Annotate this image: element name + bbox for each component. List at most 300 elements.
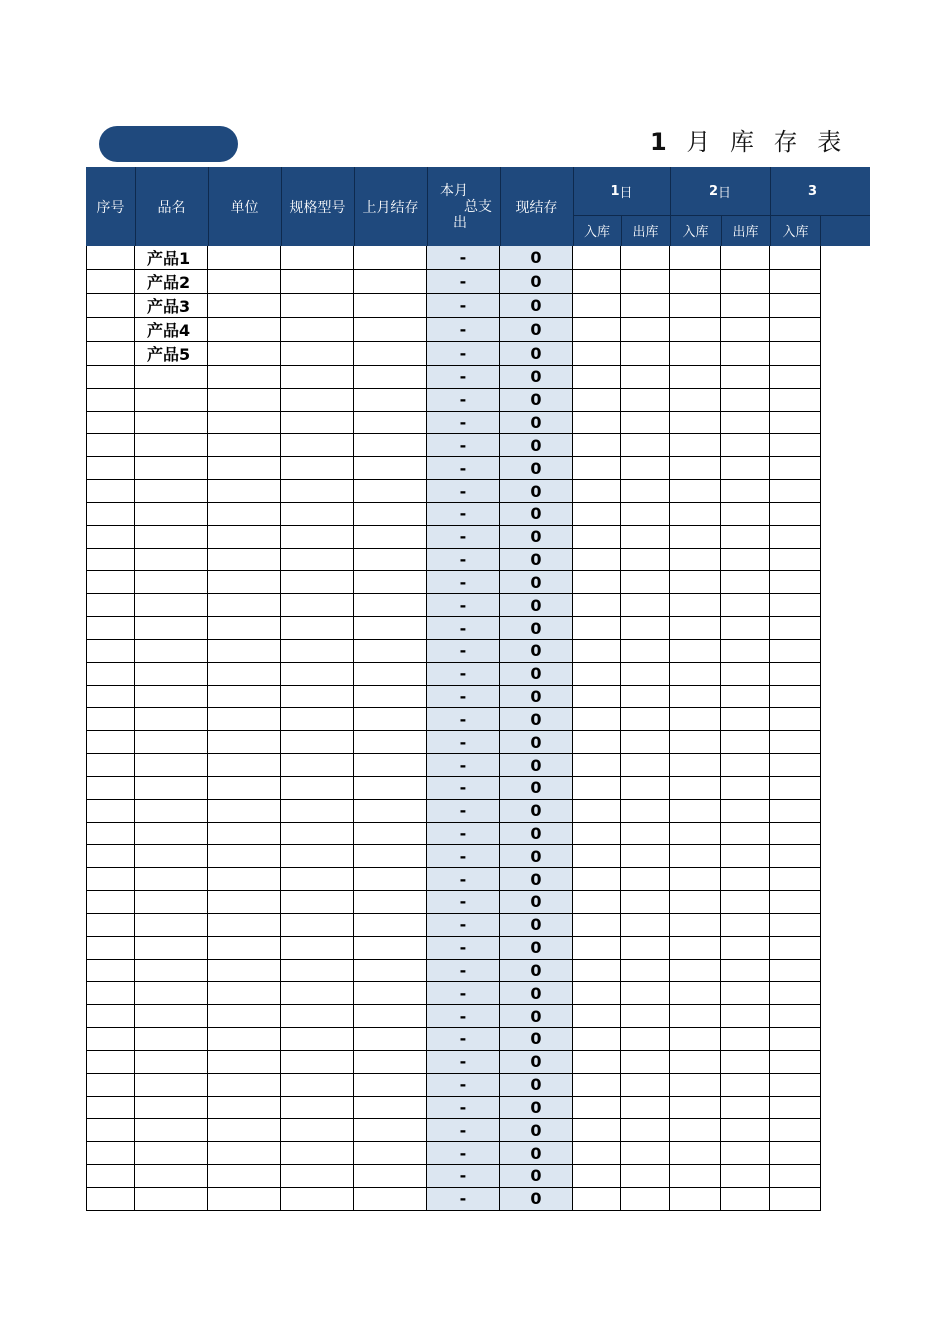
cell-seq[interactable] (86, 914, 135, 937)
cell-out[interactable]: - (427, 914, 500, 937)
cell-name[interactable] (135, 708, 208, 731)
cell-out[interactable]: - (427, 1097, 500, 1120)
cell-d3in[interactable] (770, 1165, 821, 1188)
cell-last[interactable] (354, 1051, 427, 1074)
cell-name[interactable]: 产品5 (135, 342, 208, 366)
cell-spec[interactable] (281, 549, 354, 572)
cell-seq[interactable] (86, 777, 135, 800)
cell-last[interactable] (354, 1097, 427, 1120)
cell-d1in[interactable] (573, 1005, 621, 1028)
cell-cur[interactable]: 0 (500, 549, 573, 572)
cell-name[interactable] (135, 389, 208, 412)
cell-d2in[interactable] (670, 891, 721, 914)
cell-d2out[interactable] (721, 246, 770, 270)
cell-unit[interactable] (208, 708, 281, 731)
cell-d1out[interactable] (621, 1119, 670, 1142)
cell-d2in[interactable] (670, 1142, 721, 1165)
cell-d3in[interactable] (770, 594, 821, 617)
cell-spec[interactable] (281, 914, 354, 937)
cell-name[interactable] (135, 503, 208, 526)
cell-d2in[interactable] (670, 686, 721, 709)
cell-seq[interactable] (86, 982, 135, 1005)
cell-unit[interactable] (208, 457, 281, 480)
cell-seq[interactable] (86, 270, 135, 294)
cell-cur[interactable]: 0 (500, 526, 573, 549)
cell-d1in[interactable] (573, 891, 621, 914)
cell-out[interactable]: - (427, 571, 500, 594)
cell-name[interactable] (135, 1119, 208, 1142)
cell-spec[interactable] (281, 754, 354, 777)
cell-d1in[interactable] (573, 366, 621, 389)
cell-last[interactable] (354, 937, 427, 960)
cell-spec[interactable] (281, 366, 354, 389)
cell-out[interactable]: - (427, 891, 500, 914)
cell-d3in[interactable] (770, 982, 821, 1005)
cell-last[interactable] (354, 640, 427, 663)
cell-d2out[interactable] (721, 777, 770, 800)
cell-d1in[interactable] (573, 754, 621, 777)
cell-out[interactable]: - (427, 1119, 500, 1142)
cell-out[interactable]: - (427, 754, 500, 777)
cell-d1in[interactable] (573, 800, 621, 823)
cell-d2in[interactable] (670, 318, 721, 342)
cell-name[interactable] (135, 1005, 208, 1028)
cell-d2out[interactable] (721, 1074, 770, 1097)
cell-d1in[interactable] (573, 342, 621, 366)
cell-spec[interactable] (281, 777, 354, 800)
cell-d1out[interactable] (621, 1097, 670, 1120)
cell-seq[interactable] (86, 366, 135, 389)
cell-d2in[interactable] (670, 342, 721, 366)
cell-d3in[interactable] (770, 960, 821, 983)
cell-unit[interactable] (208, 526, 281, 549)
cell-unit[interactable] (208, 1188, 281, 1211)
cell-name[interactable] (135, 1165, 208, 1188)
cell-out[interactable]: - (427, 708, 500, 731)
cell-name[interactable]: 产品4 (135, 318, 208, 342)
cell-spec[interactable] (281, 845, 354, 868)
cell-spec[interactable] (281, 412, 354, 435)
cell-seq[interactable] (86, 389, 135, 412)
cell-cur[interactable]: 0 (500, 1165, 573, 1188)
cell-d2in[interactable] (670, 1119, 721, 1142)
cell-d1in[interactable] (573, 686, 621, 709)
cell-d3in[interactable] (770, 503, 821, 526)
cell-spec[interactable] (281, 434, 354, 457)
cell-cur[interactable]: 0 (500, 1119, 573, 1142)
cell-unit[interactable] (208, 318, 281, 342)
cell-d3in[interactable] (770, 366, 821, 389)
cell-seq[interactable] (86, 708, 135, 731)
cell-d2in[interactable] (670, 800, 721, 823)
cell-d2out[interactable] (721, 663, 770, 686)
cell-out[interactable]: - (427, 549, 500, 572)
cell-d2out[interactable] (721, 1188, 770, 1211)
cell-d2in[interactable] (670, 294, 721, 318)
cell-d3in[interactable] (770, 891, 821, 914)
cell-name[interactable] (135, 1074, 208, 1097)
cell-d3in[interactable] (770, 800, 821, 823)
cell-name[interactable] (135, 845, 208, 868)
cell-d2in[interactable] (670, 1074, 721, 1097)
cell-out[interactable]: - (427, 1188, 500, 1211)
cell-out[interactable]: - (427, 1165, 500, 1188)
cell-d2out[interactable] (721, 342, 770, 366)
cell-last[interactable] (354, 246, 427, 270)
cell-out[interactable]: - (427, 412, 500, 435)
cell-seq[interactable] (86, 1028, 135, 1051)
cell-cur[interactable]: 0 (500, 845, 573, 868)
cell-d1out[interactable] (621, 754, 670, 777)
cell-d2in[interactable] (670, 434, 721, 457)
cell-d2in[interactable] (670, 1051, 721, 1074)
cell-cur[interactable]: 0 (500, 1188, 573, 1211)
cell-seq[interactable] (86, 549, 135, 572)
cell-name[interactable] (135, 434, 208, 457)
cell-unit[interactable] (208, 549, 281, 572)
cell-last[interactable] (354, 342, 427, 366)
cell-d1out[interactable] (621, 457, 670, 480)
cell-d2out[interactable] (721, 1165, 770, 1188)
cell-spec[interactable] (281, 571, 354, 594)
cell-d2out[interactable] (721, 318, 770, 342)
cell-d1out[interactable] (621, 617, 670, 640)
cell-unit[interactable] (208, 1119, 281, 1142)
cell-d1out[interactable] (621, 891, 670, 914)
cell-spec[interactable] (281, 868, 354, 891)
cell-out[interactable]: - (427, 434, 500, 457)
cell-d1in[interactable] (573, 982, 621, 1005)
cell-last[interactable] (354, 526, 427, 549)
cell-d1out[interactable] (621, 270, 670, 294)
cell-d2out[interactable] (721, 891, 770, 914)
cell-d1in[interactable] (573, 503, 621, 526)
cell-last[interactable] (354, 412, 427, 435)
cell-d1out[interactable] (621, 366, 670, 389)
cell-seq[interactable] (86, 960, 135, 983)
cell-d1out[interactable] (621, 389, 670, 412)
cell-name[interactable] (135, 663, 208, 686)
cell-seq[interactable] (86, 937, 135, 960)
cell-name[interactable] (135, 1142, 208, 1165)
cell-name[interactable] (135, 594, 208, 617)
cell-d1out[interactable] (621, 1074, 670, 1097)
cell-name[interactable]: 产品3 (135, 294, 208, 318)
cell-last[interactable] (354, 503, 427, 526)
cell-spec[interactable] (281, 1028, 354, 1051)
cell-d1out[interactable] (621, 503, 670, 526)
cell-seq[interactable] (86, 412, 135, 435)
cell-spec[interactable] (281, 1188, 354, 1211)
cell-name[interactable] (135, 914, 208, 937)
cell-out[interactable]: - (427, 617, 500, 640)
cell-d3in[interactable] (770, 1051, 821, 1074)
cell-spec[interactable] (281, 937, 354, 960)
cell-spec[interactable] (281, 480, 354, 503)
cell-seq[interactable] (86, 800, 135, 823)
cell-out[interactable]: - (427, 318, 500, 342)
cell-d2in[interactable] (670, 270, 721, 294)
cell-d3in[interactable] (770, 480, 821, 503)
cell-out[interactable]: - (427, 366, 500, 389)
cell-d2out[interactable] (721, 1142, 770, 1165)
cell-out[interactable]: - (427, 663, 500, 686)
cell-unit[interactable] (208, 294, 281, 318)
cell-d2in[interactable] (670, 868, 721, 891)
cell-cur[interactable]: 0 (500, 640, 573, 663)
cell-seq[interactable] (86, 503, 135, 526)
cell-last[interactable] (354, 366, 427, 389)
cell-d3in[interactable] (770, 868, 821, 891)
cell-unit[interactable] (208, 777, 281, 800)
cell-last[interactable] (354, 868, 427, 891)
cell-d2in[interactable] (670, 914, 721, 937)
cell-d1out[interactable] (621, 845, 670, 868)
cell-d3in[interactable] (770, 1188, 821, 1211)
cell-unit[interactable] (208, 731, 281, 754)
cell-name[interactable] (135, 686, 208, 709)
cell-last[interactable] (354, 686, 427, 709)
cell-last[interactable] (354, 1074, 427, 1097)
cell-out[interactable]: - (427, 1051, 500, 1074)
cell-unit[interactable] (208, 891, 281, 914)
cell-cur[interactable]: 0 (500, 1005, 573, 1028)
cell-d1in[interactable] (573, 1119, 621, 1142)
cell-spec[interactable] (281, 982, 354, 1005)
cell-last[interactable] (354, 480, 427, 503)
cell-d1out[interactable] (621, 342, 670, 366)
cell-spec[interactable] (281, 1074, 354, 1097)
cell-cur[interactable]: 0 (500, 1028, 573, 1051)
cell-cur[interactable]: 0 (500, 270, 573, 294)
cell-cur[interactable]: 0 (500, 663, 573, 686)
cell-unit[interactable] (208, 480, 281, 503)
cell-d2out[interactable] (721, 366, 770, 389)
cell-d2out[interactable] (721, 731, 770, 754)
cell-d1out[interactable] (621, 1028, 670, 1051)
cell-unit[interactable] (208, 1028, 281, 1051)
cell-d2in[interactable] (670, 594, 721, 617)
cell-name[interactable] (135, 549, 208, 572)
cell-d1in[interactable] (573, 571, 621, 594)
cell-d3in[interactable] (770, 526, 821, 549)
cell-d1out[interactable] (621, 1188, 670, 1211)
cell-d2in[interactable] (670, 1165, 721, 1188)
cell-d2out[interactable] (721, 1005, 770, 1028)
cell-out[interactable]: - (427, 800, 500, 823)
cell-seq[interactable] (86, 1051, 135, 1074)
cell-last[interactable] (354, 1005, 427, 1028)
cell-d3in[interactable] (770, 663, 821, 686)
cell-d3in[interactable] (770, 457, 821, 480)
cell-d3in[interactable] (770, 246, 821, 270)
cell-name[interactable]: 产品1 (135, 246, 208, 270)
cell-d1in[interactable] (573, 526, 621, 549)
cell-seq[interactable] (86, 1188, 135, 1211)
cell-d1in[interactable] (573, 617, 621, 640)
cell-spec[interactable] (281, 960, 354, 983)
cell-d2in[interactable] (670, 480, 721, 503)
cell-spec[interactable] (281, 503, 354, 526)
cell-seq[interactable] (86, 457, 135, 480)
cell-unit[interactable] (208, 663, 281, 686)
cell-seq[interactable] (86, 526, 135, 549)
cell-seq[interactable] (86, 1005, 135, 1028)
cell-d1out[interactable] (621, 571, 670, 594)
cell-name[interactable] (135, 982, 208, 1005)
cell-spec[interactable] (281, 1142, 354, 1165)
cell-name[interactable] (135, 960, 208, 983)
cell-out[interactable]: - (427, 845, 500, 868)
cell-d1in[interactable] (573, 480, 621, 503)
cell-d2in[interactable] (670, 731, 721, 754)
cell-cur[interactable]: 0 (500, 294, 573, 318)
cell-seq[interactable] (86, 617, 135, 640)
cell-d1out[interactable] (621, 708, 670, 731)
cell-cur[interactable]: 0 (500, 1051, 573, 1074)
cell-last[interactable] (354, 800, 427, 823)
cell-unit[interactable] (208, 1074, 281, 1097)
cell-seq[interactable] (86, 1097, 135, 1120)
cell-d1out[interactable] (621, 914, 670, 937)
cell-d1in[interactable] (573, 823, 621, 846)
cell-spec[interactable] (281, 1005, 354, 1028)
cell-d2in[interactable] (670, 708, 721, 731)
cell-cur[interactable]: 0 (500, 708, 573, 731)
cell-last[interactable] (354, 294, 427, 318)
cell-name[interactable] (135, 412, 208, 435)
cell-out[interactable]: - (427, 960, 500, 983)
cell-d2out[interactable] (721, 800, 770, 823)
cell-d1out[interactable] (621, 480, 670, 503)
cell-seq[interactable] (86, 868, 135, 891)
cell-d1in[interactable] (573, 914, 621, 937)
cell-cur[interactable]: 0 (500, 686, 573, 709)
cell-last[interactable] (354, 594, 427, 617)
cell-seq[interactable] (86, 1165, 135, 1188)
cell-d1out[interactable] (621, 686, 670, 709)
cell-last[interactable] (354, 389, 427, 412)
cell-cur[interactable]: 0 (500, 246, 573, 270)
cell-d2in[interactable] (670, 982, 721, 1005)
cell-d1in[interactable] (573, 1188, 621, 1211)
cell-d2in[interactable] (670, 1097, 721, 1120)
cell-out[interactable]: - (427, 294, 500, 318)
cell-d1in[interactable] (573, 412, 621, 435)
cell-cur[interactable]: 0 (500, 366, 573, 389)
cell-d2in[interactable] (670, 1188, 721, 1211)
cell-unit[interactable] (208, 1005, 281, 1028)
cell-d3in[interactable] (770, 1097, 821, 1120)
cell-unit[interactable] (208, 800, 281, 823)
cell-cur[interactable]: 0 (500, 754, 573, 777)
cell-spec[interactable] (281, 1051, 354, 1074)
cell-d2out[interactable] (721, 708, 770, 731)
cell-cur[interactable]: 0 (500, 318, 573, 342)
cell-d2in[interactable] (670, 571, 721, 594)
cell-name[interactable] (135, 457, 208, 480)
cell-seq[interactable] (86, 594, 135, 617)
cell-d1in[interactable] (573, 594, 621, 617)
cell-d2out[interactable] (721, 389, 770, 412)
cell-d3in[interactable] (770, 731, 821, 754)
cell-d1out[interactable] (621, 434, 670, 457)
cell-d1out[interactable] (621, 731, 670, 754)
cell-d1out[interactable] (621, 777, 670, 800)
cell-spec[interactable] (281, 731, 354, 754)
cell-last[interactable] (354, 914, 427, 937)
cell-unit[interactable] (208, 617, 281, 640)
cell-d2in[interactable] (670, 503, 721, 526)
cell-d1out[interactable] (621, 246, 670, 270)
cell-d1out[interactable] (621, 1051, 670, 1074)
cell-out[interactable]: - (427, 1005, 500, 1028)
cell-d2out[interactable] (721, 845, 770, 868)
cell-unit[interactable] (208, 434, 281, 457)
cell-unit[interactable] (208, 389, 281, 412)
cell-seq[interactable] (86, 663, 135, 686)
cell-spec[interactable] (281, 294, 354, 318)
cell-d3in[interactable] (770, 823, 821, 846)
cell-last[interactable] (354, 823, 427, 846)
cell-cur[interactable]: 0 (500, 617, 573, 640)
cell-name[interactable] (135, 571, 208, 594)
cell-d2out[interactable] (721, 617, 770, 640)
cell-d1in[interactable] (573, 663, 621, 686)
cell-d2out[interactable] (721, 868, 770, 891)
cell-unit[interactable] (208, 982, 281, 1005)
cell-d2out[interactable] (721, 823, 770, 846)
cell-d2in[interactable] (670, 937, 721, 960)
cell-d3in[interactable] (770, 754, 821, 777)
cell-d3in[interactable] (770, 617, 821, 640)
cell-seq[interactable] (86, 823, 135, 846)
cell-out[interactable]: - (427, 777, 500, 800)
cell-cur[interactable]: 0 (500, 480, 573, 503)
cell-last[interactable] (354, 891, 427, 914)
cell-d1in[interactable] (573, 434, 621, 457)
cell-d2out[interactable] (721, 480, 770, 503)
cell-d1out[interactable] (621, 318, 670, 342)
cell-d1out[interactable] (621, 800, 670, 823)
cell-d1out[interactable] (621, 549, 670, 572)
cell-d1in[interactable] (573, 1074, 621, 1097)
cell-d1in[interactable] (573, 937, 621, 960)
cell-d1out[interactable] (621, 823, 670, 846)
cell-cur[interactable]: 0 (500, 891, 573, 914)
cell-out[interactable]: - (427, 526, 500, 549)
cell-out[interactable]: - (427, 868, 500, 891)
cell-cur[interactable]: 0 (500, 982, 573, 1005)
cell-d2in[interactable] (670, 845, 721, 868)
cell-last[interactable] (354, 617, 427, 640)
cell-name[interactable] (135, 754, 208, 777)
cell-last[interactable] (354, 982, 427, 1005)
cell-d2in[interactable] (670, 754, 721, 777)
cell-d2in[interactable] (670, 777, 721, 800)
cell-spec[interactable] (281, 342, 354, 366)
cell-cur[interactable]: 0 (500, 800, 573, 823)
cell-out[interactable]: - (427, 731, 500, 754)
cell-d1out[interactable] (621, 1165, 670, 1188)
cell-d2in[interactable] (670, 1005, 721, 1028)
cell-unit[interactable] (208, 937, 281, 960)
cell-out[interactable]: - (427, 1074, 500, 1097)
cell-unit[interactable] (208, 1097, 281, 1120)
cell-unit[interactable] (208, 823, 281, 846)
cell-cur[interactable]: 0 (500, 342, 573, 366)
cell-last[interactable] (354, 457, 427, 480)
